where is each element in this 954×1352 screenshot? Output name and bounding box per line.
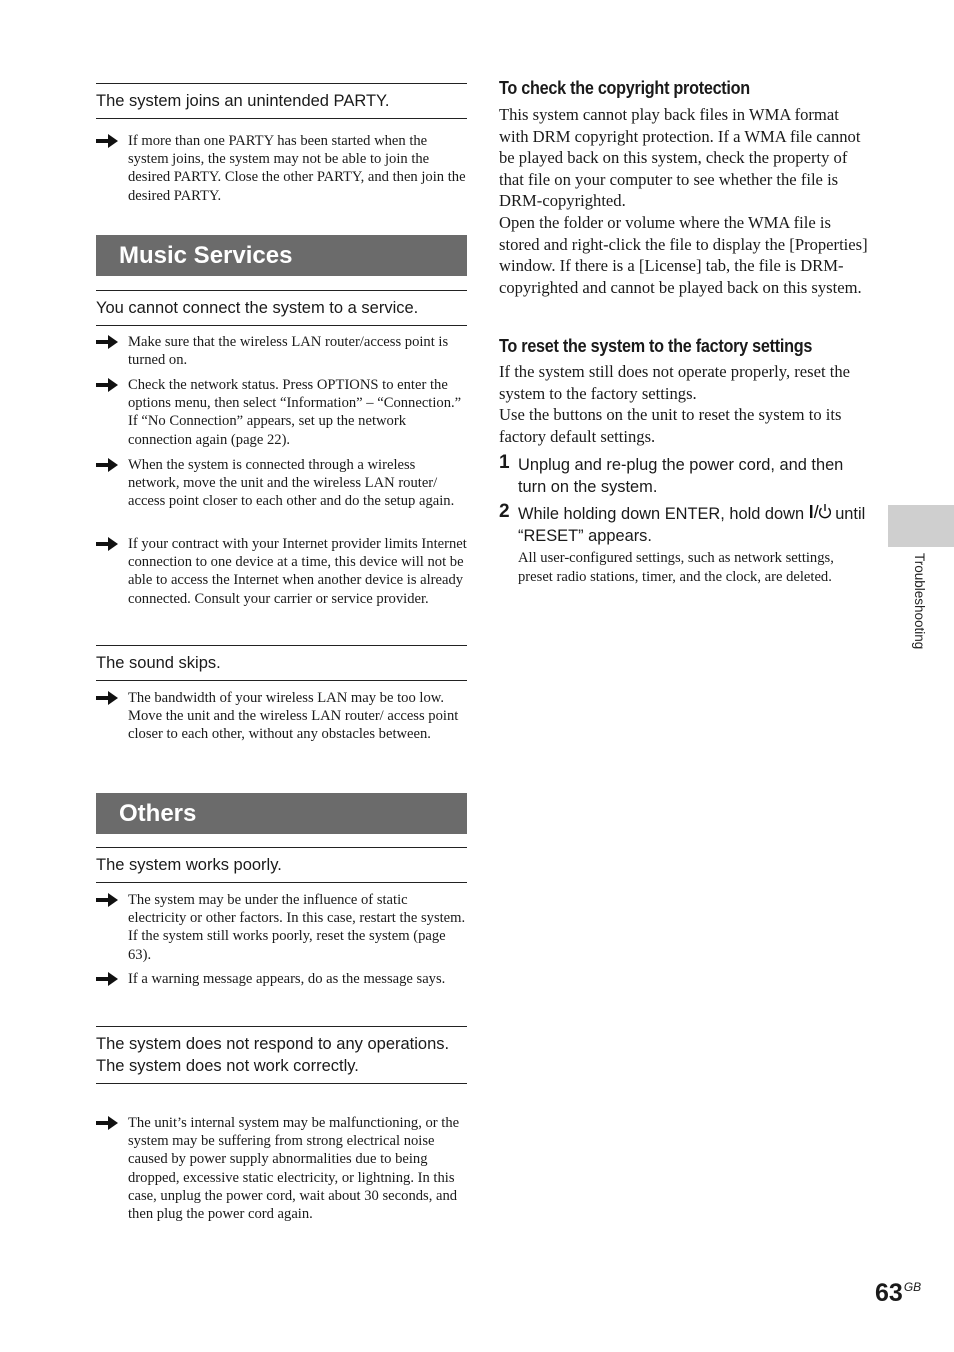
solution-item: If a warning message appears, do as the message says. [96, 970, 467, 988]
symptom-heading-no-response: The system does not respond to any operations. The system does not work correctly. [96, 1026, 467, 1084]
solution-item: If your contract with your Internet provider limits Internet connection to one device at a time, this device will not be able to access the Internet when another device is already connected. Consult your carrier or service provider. [96, 535, 467, 608]
solution-item: The bandwidth of your wireless LAN may be too low. Move the unit and the wireless LAN router/ access point closer to each other, without any obstacles between. [96, 689, 467, 744]
solution-item: Check the network status. Press OPTIONS to enter the options menu, then select “Information” – “Connection.” If “No Connection” appears, set up the network connection again (page 22). [96, 376, 467, 449]
arrow-right-icon [96, 972, 118, 986]
solution-item: If more than one PARTY has been started when the system joins, the system may not be able to join the desired PARTY. Close the other PARTY, and then join the desired PARTY. [96, 132, 467, 205]
arrow-right-icon [96, 893, 118, 907]
power-on-standby-icon [809, 503, 831, 520]
arrow-right-icon [96, 378, 118, 392]
solution-item: The system may be under the influence of static electricity or other factors. In this case, restart the system. If the system still works poorly, reset the system (page 63). [96, 891, 467, 964]
step-1 [499, 454, 869, 498]
arrow-right-icon [96, 537, 118, 551]
symptom-heading-party: The system joins an unintended PARTY. [96, 83, 467, 119]
page-number: $63^{GB}$ [875, 1279, 922, 1307]
section-tab-label: Troubleshooting [912, 553, 927, 650]
arrow-right-icon [96, 134, 118, 148]
step-text: While holding down ENTER, hold down until “RESET” appears. [518, 505, 866, 545]
reset-paragraph-2: Use the buttons on the unit to reset the system to its factory default settings. [499, 405, 842, 446]
step-2 [499, 503, 869, 547]
symptom-heading-works-poorly: The system works poorly. [96, 847, 467, 883]
symptom-heading-sound-skips: The sound skips. [96, 645, 467, 681]
reset-heading: To reset the system to the factory settings [499, 336, 813, 356]
section-title-others: Others [96, 793, 467, 834]
step-number: 2 [499, 501, 510, 522]
copyright-heading: To check the copyright protection [499, 78, 750, 98]
arrow-right-icon [96, 1116, 118, 1130]
solution-item: When the system is connected through a wireless network, move the unit and the wireless LAN router/ access point closer to each other and do the setup again. [96, 456, 467, 511]
solution-item: Make sure that the wireless LAN router/access point is turned on. [96, 333, 467, 369]
step-number: 1 [499, 452, 510, 473]
copyright-paragraph-1: This system cannot play back files in WMA format with DRM copyright protection. If a WMA file cannot be played back on this system, check the property of that file on your computer to see whether the file is DRM-copyrighted. [499, 105, 861, 211]
symptom-heading-service: You cannot connect the system to a service. [96, 290, 467, 326]
reset-paragraph-1: If the system still does not operate properly, reset the system to the factory settings. [499, 362, 850, 403]
solution-item: The unit’s internal system may be malfunctioning, or the system may be suffering from strong electrical noise caused by power supply abnormalities due to being dropped, excessive static electricity, or lightning. In this case, unplug the power cord, wait about 30 seconds, and then plug the power cord again. [96, 1114, 467, 1223]
arrow-right-icon [96, 691, 118, 705]
page-number-suffix: GB [903, 1280, 922, 1294]
section-tab-marker [888, 505, 954, 547]
step-text: Unplug and re-plug the power cord, and then turn on the system. [518, 456, 844, 496]
step-2-note: All user-configured settings, such as network settings, preset radio stations, timer, and the clock, are deleted. [518, 550, 834, 585]
arrow-right-icon [96, 458, 118, 472]
section-title-music-services: Music Services [96, 235, 467, 276]
copyright-paragraph-2: Open the folder or volume where the WMA file is stored and right-click the file to display the [Properties] window. If there is a [License] tab, the file is DRM-copyrighted and cannot be played back on this system. [499, 213, 868, 297]
arrow-right-icon [96, 335, 118, 349]
